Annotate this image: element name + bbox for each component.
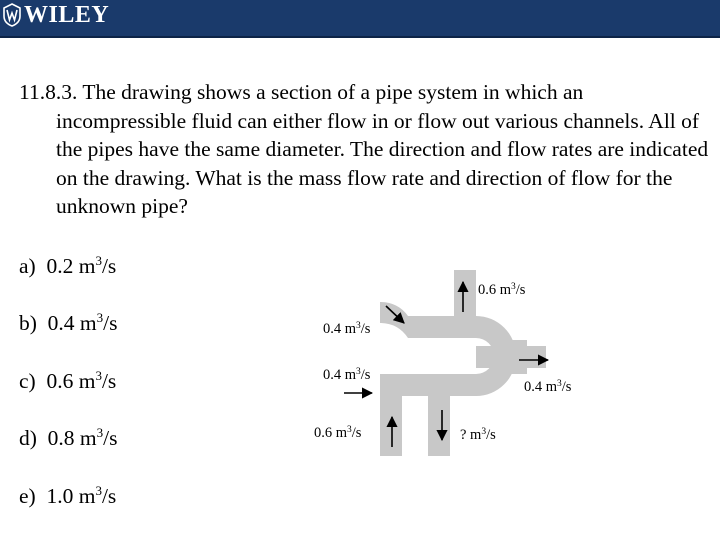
option-label: b) [19,311,37,335]
header-bar [0,0,720,38]
logo-text: WILEY [24,1,110,28]
option-label: c) [19,369,36,393]
option-label: e) [19,484,36,508]
label-middle-left-in: 0.4 $m^3/s$ [323,367,371,383]
option-d[interactable] [19,426,118,450]
wiley-seal-icon [2,3,22,27]
option-unit: m [79,426,97,450]
option-unit-tail: /s [101,254,117,278]
option-value: 1.0 [46,484,74,508]
question-text: 11.8.3. The drawing shows a section of a pipe system in which an incompressible fluid can either flow in or flow out various channels. All of the pipes have the same diameter. The direction and flow rates are indicated on the drawing. What is the mass flow rate and direction of flow for the unknown pipe? [19,80,709,218]
label-right-out: 0.4 $m^3/s$ [524,379,572,395]
option-unit: m [78,484,96,508]
option-unit: m [79,311,97,335]
option-value: 0.4 [47,311,75,335]
option-unit-tail: /s [103,311,118,335]
option-c[interactable] [19,369,116,393]
option-unit-exp: 3 [96,425,104,440]
option-e[interactable] [19,484,116,508]
pipe-system-diagram [290,255,610,465]
option-value: 0.6 [46,369,74,393]
wiley-logo [2,0,109,30]
option-unit: m [78,254,96,278]
option-unit-tail: /s [101,484,117,508]
option-value: 0.2 [46,254,74,278]
option-unit: m [78,369,96,393]
question-block [19,78,709,221]
option-unit-exp: 3 [95,483,102,498]
label-top-out: 0.6 $m^3/s$ [478,282,526,298]
label-bottom-left-in: 0.6 $m^3/s$ [314,425,362,441]
option-unit-exp: 3 [95,253,102,268]
option-value: 0.8 [47,426,75,450]
label-bottom-unknown: ? $m^3/s$ [460,427,496,443]
option-label: d) [19,426,37,450]
option-unit-tail: /s [101,369,117,393]
option-label: a) [19,254,36,278]
option-b[interactable] [19,311,118,335]
label-upper-left-in: 0.4 $m^3/s$ [323,321,371,337]
option-a[interactable] [19,254,116,278]
option-unit-exp: 3 [95,368,102,383]
option-unit-exp: 3 [96,310,104,325]
option-unit-tail: /s [103,426,118,450]
